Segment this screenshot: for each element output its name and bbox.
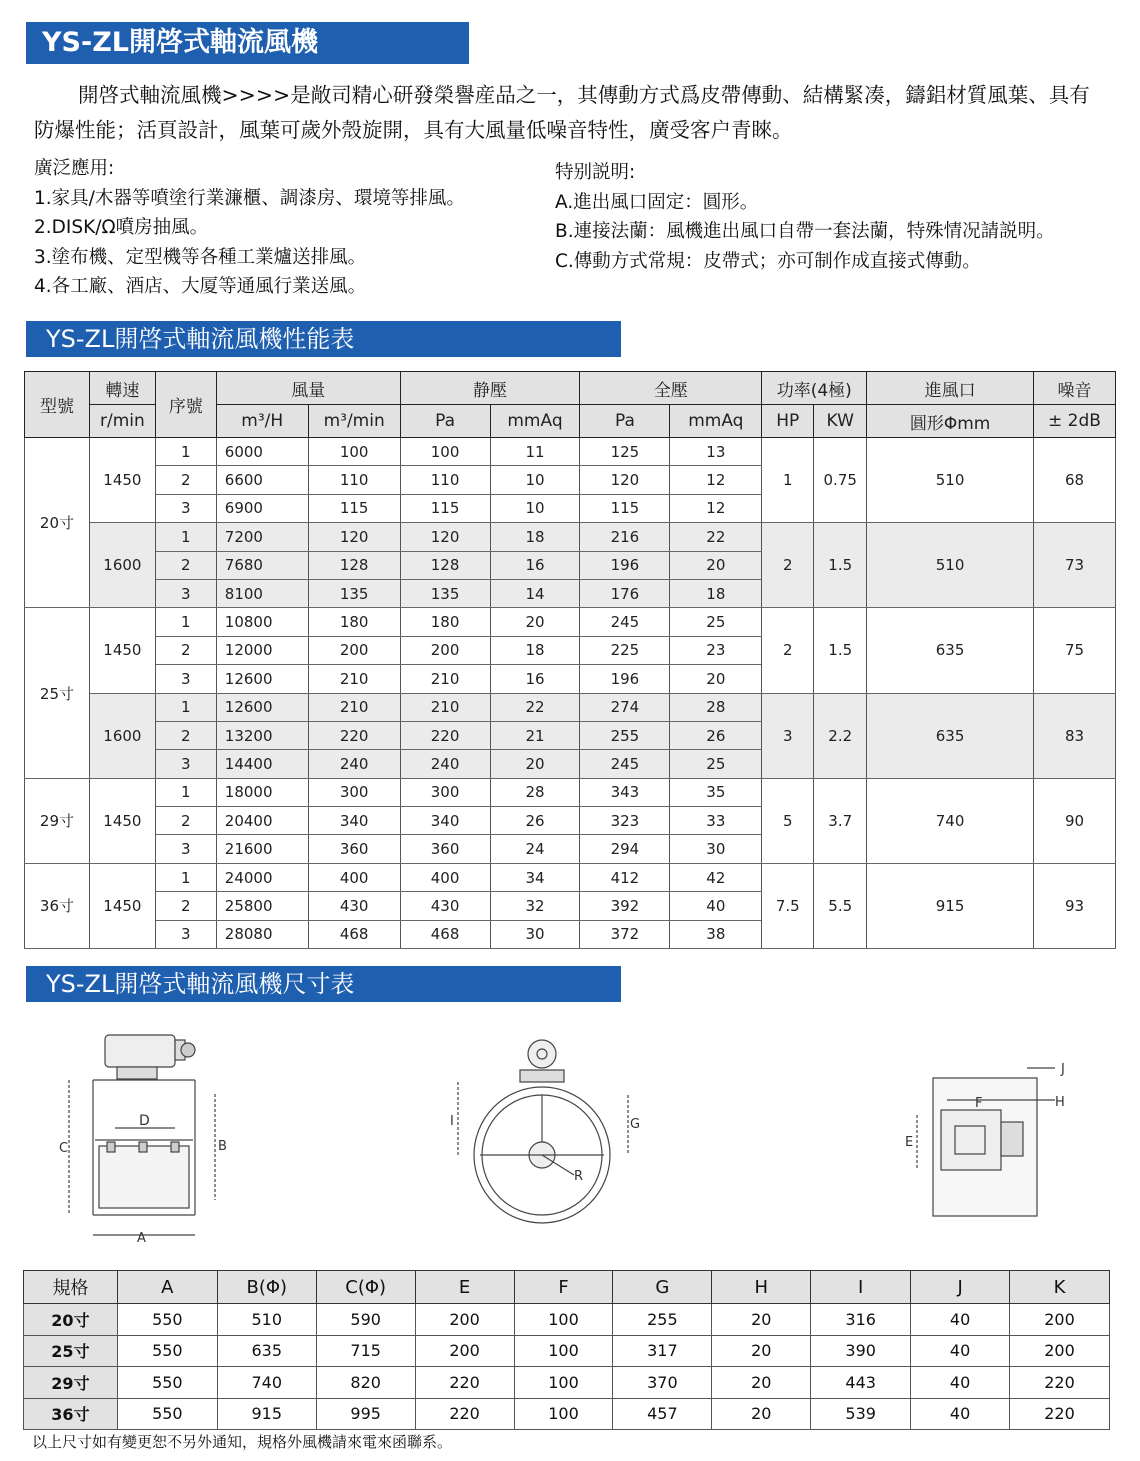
label-E: E bbox=[905, 1135, 914, 1150]
header-power-unit2: KW bbox=[814, 405, 867, 438]
model-cell: 25寸 bbox=[25, 608, 90, 778]
hp-cell: 3 bbox=[762, 693, 814, 778]
dimension-value-cell: 370 bbox=[613, 1367, 712, 1399]
header-total: 全壓 bbox=[580, 372, 762, 405]
total-pa-cell: 245 bbox=[580, 608, 670, 636]
speed-cell: 1600 bbox=[89, 693, 155, 778]
dimension-header: 規格 bbox=[24, 1271, 118, 1304]
flow-m3h-cell: 8100 bbox=[216, 579, 308, 607]
total-mmaq-cell: 18 bbox=[670, 579, 762, 607]
inlet-cell: 740 bbox=[867, 778, 1034, 863]
flow-m3min-cell: 115 bbox=[308, 494, 400, 522]
speed-cell: 1450 bbox=[89, 863, 155, 948]
inlet-cell: 635 bbox=[867, 693, 1034, 778]
performance-table-title: YS-ZL開啓式軸流風機性能表 bbox=[26, 321, 621, 357]
dimension-value-cell: 715 bbox=[316, 1335, 415, 1367]
flow-m3h-cell: 7680 bbox=[216, 551, 308, 579]
total-pa-cell: 245 bbox=[580, 750, 670, 778]
dimension-value-cell: 915 bbox=[217, 1398, 316, 1430]
total-mmaq-cell: 26 bbox=[670, 721, 762, 749]
performance-row bbox=[25, 693, 1116, 721]
seq-cell: 2 bbox=[155, 807, 216, 835]
noise-cell: 93 bbox=[1033, 863, 1115, 948]
model-cell: 36寸 bbox=[25, 863, 90, 948]
total-pa-cell: 372 bbox=[580, 920, 670, 948]
flow-m3h-cell: 25800 bbox=[216, 892, 308, 920]
total-mmaq-cell: 28 bbox=[670, 693, 762, 721]
dimension-value-cell: 20 bbox=[712, 1398, 811, 1430]
dimension-header: F bbox=[514, 1271, 613, 1304]
static-pa-cell: 115 bbox=[400, 494, 490, 522]
total-mmaq-cell: 23 bbox=[670, 636, 762, 664]
flow-m3h-cell: 24000 bbox=[216, 863, 308, 891]
note-item: B.連接法蘭：風機進出風口自帶一套法蘭，特殊情况請説明。 bbox=[555, 221, 1055, 242]
flow-m3h-cell: 6600 bbox=[216, 466, 308, 494]
total-pa-cell: 274 bbox=[580, 693, 670, 721]
label-D: D bbox=[139, 1113, 150, 1129]
static-mmaq-cell: 24 bbox=[490, 835, 580, 863]
dimension-value-cell: 220 bbox=[1010, 1398, 1110, 1430]
seq-cell: 1 bbox=[155, 438, 216, 466]
dimension-value-cell: 100 bbox=[514, 1367, 613, 1399]
header-model: 型號 bbox=[25, 372, 90, 438]
static-pa-cell: 135 bbox=[400, 579, 490, 607]
static-pa-cell: 468 bbox=[400, 920, 490, 948]
dimension-value-cell: 200 bbox=[415, 1335, 514, 1367]
seq-cell: 3 bbox=[155, 750, 216, 778]
flow-m3h-cell: 28080 bbox=[216, 920, 308, 948]
application-item: 4.各工廠、酒店、大厦等通風行業送風。 bbox=[34, 276, 367, 297]
flow-m3min-cell: 135 bbox=[308, 579, 400, 607]
seq-cell: 3 bbox=[155, 920, 216, 948]
dimension-value-cell: 510 bbox=[217, 1304, 316, 1336]
header-static-unit2: mmAq bbox=[490, 405, 580, 438]
static-mmaq-cell: 32 bbox=[490, 892, 580, 920]
total-mmaq-cell: 42 bbox=[670, 863, 762, 891]
performance-row bbox=[25, 863, 1116, 891]
speed-cell: 1600 bbox=[89, 523, 155, 608]
seq-cell: 1 bbox=[155, 693, 216, 721]
static-mmaq-cell: 26 bbox=[490, 807, 580, 835]
seq-cell: 2 bbox=[155, 892, 216, 920]
page-title: YS-ZL開啓式軸流風機 bbox=[26, 22, 469, 64]
dimension-value-cell: 740 bbox=[217, 1367, 316, 1399]
dimension-value-cell: 20 bbox=[712, 1335, 811, 1367]
dimension-value-cell: 550 bbox=[117, 1398, 217, 1430]
total-pa-cell: 225 bbox=[580, 636, 670, 664]
dimension-value-cell: 220 bbox=[1010, 1367, 1110, 1399]
total-mmaq-cell: 33 bbox=[670, 807, 762, 835]
model-cell: 29寸 bbox=[25, 778, 90, 863]
seq-cell: 2 bbox=[155, 551, 216, 579]
dimension-value-cell: 443 bbox=[811, 1367, 911, 1399]
static-pa-cell: 210 bbox=[400, 693, 490, 721]
flow-m3min-cell: 120 bbox=[308, 523, 400, 551]
header-flow-unit2: m³/min bbox=[308, 405, 400, 438]
total-pa-cell: 196 bbox=[580, 551, 670, 579]
performance-row bbox=[25, 778, 1116, 806]
dimension-value-cell: 550 bbox=[117, 1304, 217, 1336]
dimension-value-cell: 20 bbox=[712, 1367, 811, 1399]
total-mmaq-cell: 12 bbox=[670, 466, 762, 494]
flow-m3min-cell: 340 bbox=[308, 807, 400, 835]
seq-cell: 1 bbox=[155, 608, 216, 636]
flow-m3min-cell: 180 bbox=[308, 608, 400, 636]
dimension-value-cell: 40 bbox=[911, 1367, 1010, 1399]
static-mmaq-cell: 22 bbox=[490, 693, 580, 721]
flow-m3min-cell: 360 bbox=[308, 835, 400, 863]
static-mmaq-cell: 18 bbox=[490, 523, 580, 551]
dimension-value-cell: 100 bbox=[514, 1335, 613, 1367]
flow-m3h-cell: 7200 bbox=[216, 523, 308, 551]
header-static: 静壓 bbox=[400, 372, 580, 405]
kw-cell: 3.7 bbox=[814, 778, 867, 863]
inlet-cell: 915 bbox=[867, 863, 1034, 948]
kw-cell: 0.75 bbox=[814, 438, 867, 523]
total-pa-cell: 120 bbox=[580, 466, 670, 494]
seq-cell: 1 bbox=[155, 778, 216, 806]
hp-cell: 2 bbox=[762, 608, 814, 693]
dimension-header: A bbox=[117, 1271, 217, 1304]
seq-cell: 1 bbox=[155, 523, 216, 551]
header-noise-unit: ± 2dB bbox=[1033, 405, 1115, 438]
label-H: H bbox=[1055, 1095, 1065, 1110]
dimension-value-cell: 200 bbox=[1010, 1335, 1110, 1367]
header-noise: 噪音 bbox=[1033, 372, 1115, 405]
static-mmaq-cell: 10 bbox=[490, 494, 580, 522]
dimension-table-title: YS-ZL開啓式軸流風機尺寸表 bbox=[26, 966, 621, 1002]
dimension-spec-cell: 20寸 bbox=[24, 1304, 118, 1336]
fan-top-view-diagram bbox=[905, 1060, 1075, 1220]
inlet-cell: 635 bbox=[867, 608, 1034, 693]
performance-table bbox=[24, 371, 1116, 949]
seq-cell: 3 bbox=[155, 579, 216, 607]
dimension-value-cell: 995 bbox=[316, 1398, 415, 1430]
flow-m3h-cell: 21600 bbox=[216, 835, 308, 863]
seq-cell: 2 bbox=[155, 721, 216, 749]
total-mmaq-cell: 40 bbox=[670, 892, 762, 920]
fan-front-view-diagram bbox=[450, 1030, 645, 1235]
dimension-table bbox=[23, 1270, 1110, 1430]
total-mmaq-cell: 25 bbox=[670, 608, 762, 636]
seq-cell: 2 bbox=[155, 466, 216, 494]
inlet-cell: 510 bbox=[867, 523, 1034, 608]
dimension-value-cell: 220 bbox=[415, 1367, 514, 1399]
application-item: 2.DISK/Ω噴房抽風。 bbox=[34, 217, 209, 238]
static-pa-cell: 360 bbox=[400, 835, 490, 863]
application-item: 1.家具/木器等噴塗行業濂櫃、調漆房、環境等排風。 bbox=[34, 187, 465, 209]
header-total-unit1: Pa bbox=[580, 405, 670, 438]
dimension-value-cell: 457 bbox=[613, 1398, 712, 1430]
performance-row bbox=[25, 438, 1116, 466]
kw-cell: 2.2 bbox=[814, 693, 867, 778]
header-inlet-unit: 圓形Φmm bbox=[867, 405, 1034, 438]
static-mmaq-cell: 34 bbox=[490, 863, 580, 891]
dimension-value-cell: 100 bbox=[514, 1398, 613, 1430]
dimension-row bbox=[24, 1398, 1110, 1430]
dimension-value-cell: 220 bbox=[415, 1398, 514, 1430]
header-power: 功率(4極) bbox=[762, 372, 867, 405]
note-item: C.傳動方式常規：皮帶式；亦可制作成直接式傳動。 bbox=[555, 250, 981, 272]
dimension-header: G bbox=[613, 1271, 712, 1304]
special-notes-list bbox=[555, 158, 1055, 276]
static-mmaq-cell: 28 bbox=[490, 778, 580, 806]
total-pa-cell: 176 bbox=[580, 579, 670, 607]
static-pa-cell: 100 bbox=[400, 438, 490, 466]
label-I: I bbox=[450, 1114, 454, 1129]
seq-cell: 1 bbox=[155, 863, 216, 891]
applications-heading: 廣泛應用: bbox=[34, 158, 115, 179]
flow-m3h-cell: 12600 bbox=[216, 693, 308, 721]
dimension-spec-cell: 29寸 bbox=[24, 1367, 118, 1399]
notes-heading: 特别説明: bbox=[555, 162, 636, 183]
noise-cell: 68 bbox=[1033, 438, 1115, 523]
total-pa-cell: 115 bbox=[580, 494, 670, 522]
header-static-unit1: Pa bbox=[400, 405, 490, 438]
footnote: 以上尺寸如有變更恕不另外通知，規格外風機請來電來函聯系。 bbox=[32, 1433, 453, 1451]
speed-cell: 1450 bbox=[89, 608, 155, 693]
header-power-unit1: HP bbox=[762, 405, 814, 438]
label-C: C bbox=[59, 1141, 69, 1156]
dimension-value-cell: 635 bbox=[217, 1335, 316, 1367]
seq-cell: 3 bbox=[155, 494, 216, 522]
static-mmaq-cell: 14 bbox=[490, 579, 580, 607]
noise-cell: 90 bbox=[1033, 778, 1115, 863]
total-mmaq-cell: 20 bbox=[670, 551, 762, 579]
hp-cell: 1 bbox=[762, 438, 814, 523]
dimension-value-cell: 40 bbox=[911, 1304, 1010, 1336]
flow-m3min-cell: 430 bbox=[308, 892, 400, 920]
flow-m3min-cell: 300 bbox=[308, 778, 400, 806]
total-pa-cell: 255 bbox=[580, 721, 670, 749]
flow-m3min-cell: 200 bbox=[308, 636, 400, 664]
dimension-value-cell: 539 bbox=[811, 1398, 911, 1430]
performance-row bbox=[25, 523, 1116, 551]
inlet-cell: 510 bbox=[867, 438, 1034, 523]
static-mmaq-cell: 11 bbox=[490, 438, 580, 466]
flow-m3h-cell: 12600 bbox=[216, 665, 308, 693]
flow-m3min-cell: 128 bbox=[308, 551, 400, 579]
flow-m3h-cell: 10800 bbox=[216, 608, 308, 636]
hp-cell: 2 bbox=[762, 523, 814, 608]
header-flow: 風量 bbox=[216, 372, 400, 405]
total-pa-cell: 216 bbox=[580, 523, 670, 551]
total-mmaq-cell: 35 bbox=[670, 778, 762, 806]
flow-m3h-cell: 14400 bbox=[216, 750, 308, 778]
dimension-value-cell: 820 bbox=[316, 1367, 415, 1399]
flow-m3h-cell: 6900 bbox=[216, 494, 308, 522]
dimension-value-cell: 316 bbox=[811, 1304, 911, 1336]
label-G: G bbox=[630, 1117, 641, 1132]
kw-cell: 5.5 bbox=[814, 863, 867, 948]
seq-cell: 2 bbox=[155, 636, 216, 664]
dimension-value-cell: 40 bbox=[911, 1398, 1010, 1430]
dimension-value-cell: 317 bbox=[613, 1335, 712, 1367]
header-speed: 轉速 bbox=[89, 372, 155, 405]
dimension-value-cell: 550 bbox=[117, 1335, 217, 1367]
static-pa-cell: 240 bbox=[400, 750, 490, 778]
static-mmaq-cell: 20 bbox=[490, 608, 580, 636]
dimension-row bbox=[24, 1335, 1110, 1367]
flow-m3min-cell: 220 bbox=[308, 721, 400, 749]
label-R: R bbox=[574, 1169, 584, 1184]
flow-m3min-cell: 468 bbox=[308, 920, 400, 948]
total-mmaq-cell: 20 bbox=[670, 665, 762, 693]
total-pa-cell: 412 bbox=[580, 863, 670, 891]
flow-m3min-cell: 210 bbox=[308, 665, 400, 693]
flow-m3min-cell: 110 bbox=[308, 466, 400, 494]
flow-m3min-cell: 240 bbox=[308, 750, 400, 778]
fan-side-view-diagram bbox=[55, 1030, 255, 1245]
flow-m3h-cell: 6000 bbox=[216, 438, 308, 466]
applications-list bbox=[34, 154, 465, 302]
static-mmaq-cell: 16 bbox=[490, 551, 580, 579]
total-pa-cell: 392 bbox=[580, 892, 670, 920]
seq-cell: 3 bbox=[155, 835, 216, 863]
dimension-value-cell: 255 bbox=[613, 1304, 712, 1336]
noise-cell: 73 bbox=[1033, 523, 1115, 608]
total-pa-cell: 343 bbox=[580, 778, 670, 806]
total-mmaq-cell: 13 bbox=[670, 438, 762, 466]
hp-cell: 5 bbox=[762, 778, 814, 863]
static-mmaq-cell: 21 bbox=[490, 721, 580, 749]
static-mmaq-cell: 16 bbox=[490, 665, 580, 693]
static-pa-cell: 128 bbox=[400, 551, 490, 579]
label-A: A bbox=[137, 1231, 146, 1245]
static-pa-cell: 430 bbox=[400, 892, 490, 920]
dimension-header: C(Φ) bbox=[316, 1271, 415, 1304]
flow-m3h-cell: 12000 bbox=[216, 636, 308, 664]
dimension-value-cell: 590 bbox=[316, 1304, 415, 1336]
dimension-spec-cell: 25寸 bbox=[24, 1335, 118, 1367]
static-pa-cell: 110 bbox=[400, 466, 490, 494]
static-pa-cell: 300 bbox=[400, 778, 490, 806]
static-pa-cell: 120 bbox=[400, 523, 490, 551]
dimension-header: B(Φ) bbox=[217, 1271, 316, 1304]
dimension-header: H bbox=[712, 1271, 811, 1304]
total-pa-cell: 294 bbox=[580, 835, 670, 863]
label-B: B bbox=[218, 1139, 227, 1154]
dimension-value-cell: 20 bbox=[712, 1304, 811, 1336]
header-flow-unit1: m³/H bbox=[216, 405, 308, 438]
static-mmaq-cell: 30 bbox=[490, 920, 580, 948]
dimension-spec-cell: 36寸 bbox=[24, 1398, 118, 1430]
total-mmaq-cell: 30 bbox=[670, 835, 762, 863]
static-pa-cell: 210 bbox=[400, 665, 490, 693]
flow-m3h-cell: 20400 bbox=[216, 807, 308, 835]
flow-m3min-cell: 100 bbox=[308, 438, 400, 466]
seq-cell: 3 bbox=[155, 665, 216, 693]
static-mmaq-cell: 18 bbox=[490, 636, 580, 664]
dimension-header: E bbox=[415, 1271, 514, 1304]
dimension-value-cell: 200 bbox=[415, 1304, 514, 1336]
noise-cell: 75 bbox=[1033, 608, 1115, 693]
model-cell: 20寸 bbox=[25, 438, 90, 608]
flow-m3h-cell: 18000 bbox=[216, 778, 308, 806]
flow-m3min-cell: 400 bbox=[308, 863, 400, 891]
total-mmaq-cell: 38 bbox=[670, 920, 762, 948]
static-pa-cell: 180 bbox=[400, 608, 490, 636]
total-mmaq-cell: 12 bbox=[670, 494, 762, 522]
static-mmaq-cell: 20 bbox=[490, 750, 580, 778]
dimension-value-cell: 100 bbox=[514, 1304, 613, 1336]
hp-cell: 7.5 bbox=[762, 863, 814, 948]
header-speed-unit: r/min bbox=[89, 405, 155, 438]
header-inlet: 進風口 bbox=[867, 372, 1034, 405]
static-pa-cell: 200 bbox=[400, 636, 490, 664]
header-seq: 序號 bbox=[155, 372, 216, 438]
dimension-row bbox=[24, 1367, 1110, 1399]
dimension-value-cell: 40 bbox=[911, 1335, 1010, 1367]
speed-cell: 1450 bbox=[89, 438, 155, 523]
noise-cell: 83 bbox=[1033, 693, 1115, 778]
intro-text bbox=[34, 78, 1109, 148]
total-pa-cell: 125 bbox=[580, 438, 670, 466]
application-item: 3.塗布機、定型機等各種工業爐送排風。 bbox=[34, 246, 367, 268]
dimension-row bbox=[24, 1304, 1110, 1336]
note-item: A.進出風口固定：圓形。 bbox=[555, 191, 759, 213]
header-total-unit2: mmAq bbox=[670, 405, 762, 438]
performance-row bbox=[25, 608, 1116, 636]
kw-cell: 1.5 bbox=[814, 523, 867, 608]
static-mmaq-cell: 10 bbox=[490, 466, 580, 494]
static-pa-cell: 220 bbox=[400, 721, 490, 749]
dimension-value-cell: 390 bbox=[811, 1335, 911, 1367]
flow-m3min-cell: 210 bbox=[308, 693, 400, 721]
total-mmaq-cell: 22 bbox=[670, 523, 762, 551]
total-pa-cell: 323 bbox=[580, 807, 670, 835]
flow-m3h-cell: 13200 bbox=[216, 721, 308, 749]
label-F: F bbox=[975, 1096, 983, 1111]
total-pa-cell: 196 bbox=[580, 665, 670, 693]
dimension-value-cell: 550 bbox=[117, 1367, 217, 1399]
dimension-value-cell: 200 bbox=[1010, 1304, 1110, 1336]
dimension-header: K bbox=[1010, 1271, 1110, 1304]
static-pa-cell: 340 bbox=[400, 807, 490, 835]
label-J: J bbox=[1061, 1062, 1065, 1077]
kw-cell: 1.5 bbox=[814, 608, 867, 693]
dimension-header: I bbox=[811, 1271, 911, 1304]
total-mmaq-cell: 25 bbox=[670, 750, 762, 778]
static-pa-cell: 400 bbox=[400, 863, 490, 891]
dimension-header: J bbox=[911, 1271, 1010, 1304]
intro-paragraph: 開啓式軸流風機>>>>是敞司精心研發榮譽産品之一，其傳動方式爲皮帶傳動、結構緊凑，鑄鋁材質風葉、具有防爆性能；活頁設計，風葉可歲外殼旋開，具有大風量低噪音特性，廣受客户青睞。 bbox=[34, 83, 1090, 142]
speed-cell: 1450 bbox=[89, 778, 155, 863]
